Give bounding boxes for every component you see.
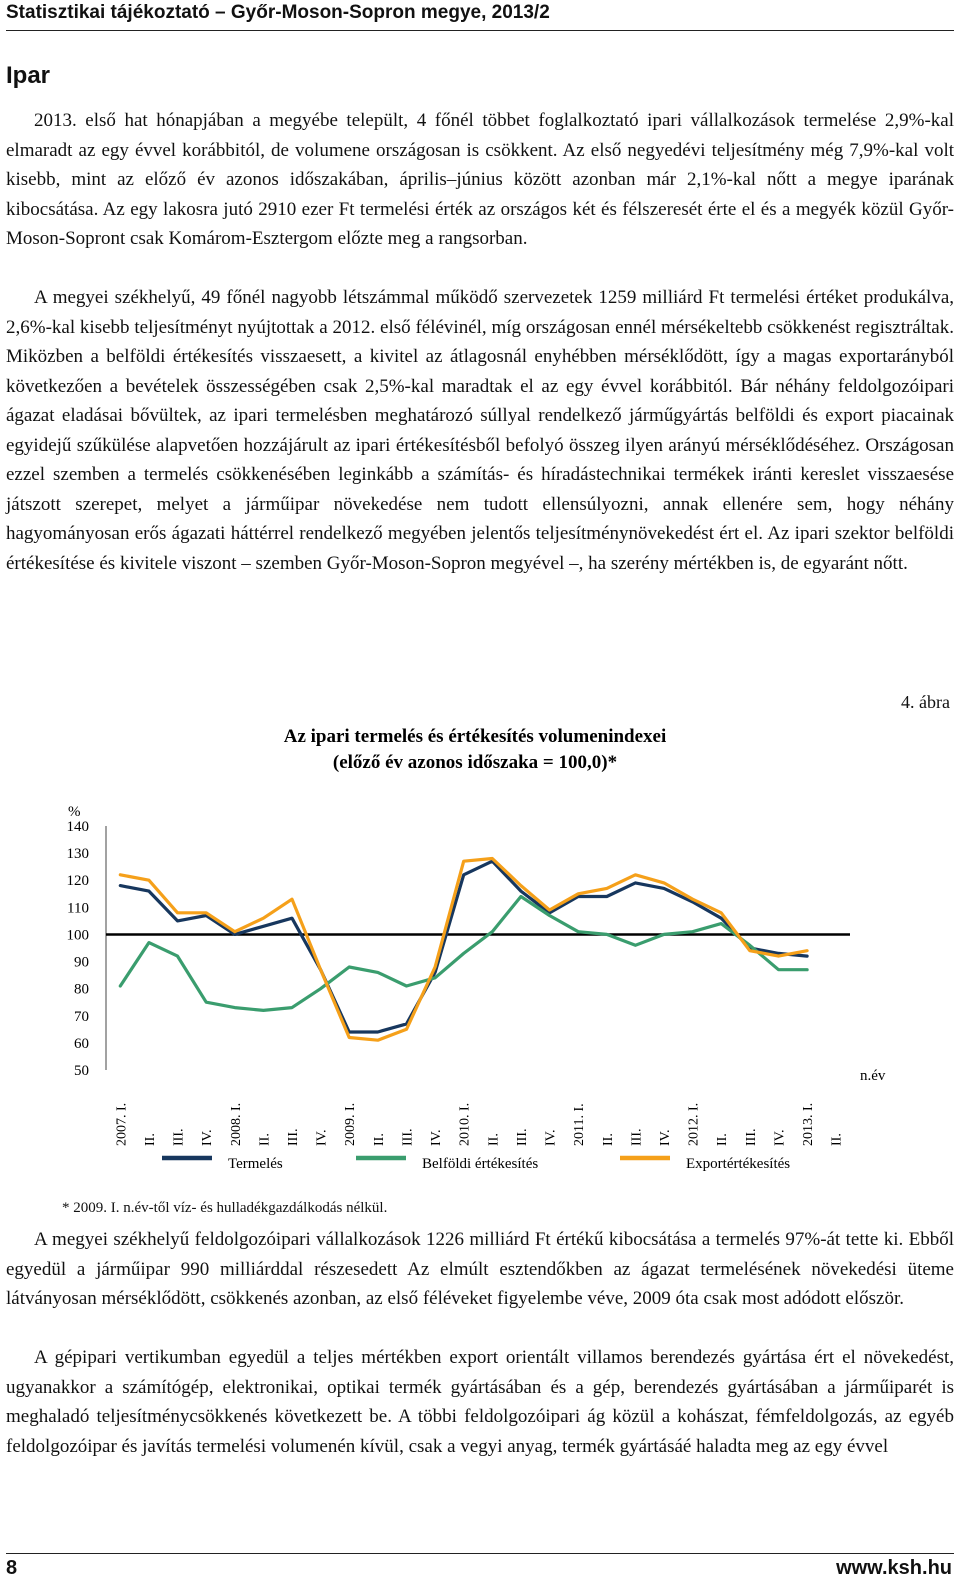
figure-footnote: * 2009. I. n.év-től víz- és hulladékgazdálkodás nélkül. bbox=[62, 1200, 388, 1216]
page-number: 8 bbox=[6, 1557, 18, 1579]
page-header bbox=[6, 0, 954, 31]
chart-legend bbox=[162, 1156, 790, 1172]
series-line bbox=[120, 859, 807, 1041]
chart-title-line1: Az ipari termelés és értékesítés volumenindexei bbox=[283, 726, 667, 747]
chart-ticks bbox=[67, 819, 845, 1146]
y-tick-label: 50 bbox=[74, 1063, 89, 1079]
x-tick-label: III. bbox=[514, 1128, 530, 1146]
footer-link[interactable]: www.ksh.hu bbox=[836, 1557, 952, 1579]
x-tick-label: 2012. I. bbox=[686, 1102, 702, 1146]
x-tick-label: IV. bbox=[200, 1129, 216, 1146]
y-axis-label: % bbox=[68, 804, 81, 820]
y-tick-label: 110 bbox=[67, 900, 89, 917]
x-tick-label: II. bbox=[371, 1133, 387, 1146]
series-line bbox=[120, 897, 807, 1011]
x-tick-label: 2008. I. bbox=[228, 1102, 244, 1146]
legend-label: Termelés bbox=[228, 1156, 283, 1172]
x-tick-label: III. bbox=[286, 1128, 301, 1146]
x-tick-label: 2009. I. bbox=[343, 1102, 359, 1146]
paragraph: A megyei székhelyű, 49 főnél nagyobb létszámmal működő szervezetek 1259 milliárd Ft termelési értéket produkálva, 2,6%-kal kisebb teljesítményt nyújtottak a 2012. első félévinél, míg országosan ennél mérsékeltebb csökkenést regisztráltak. Miközben a belföldi értékesítés visszaesett, a kivitel az átlagosnál enyhébben mérséklődött, így a magas exportarányból következően a bevételek összességében csak 2,5%-kal maradtak el az egy évvel korábbitól. Bár néhány feldolgozóipari ágazat eladásai bővültek, az ipari termelésben meghatározó súllyal rendelkező járműgyártás belföldi és export piacainak egyidejű szűkülése alapvetően hozzájárult az ipari értékesítésből befolyó összeg ilyen arányú mérséklődéséhez. Országosan ezzel szemben a termelés csökkenésében leginkább a számítás- és híradástechnikai termékek iránti kereslet visszaesése játszott szerepet, melyet a járműipar növekedése nem tudott ellensúlyozni, annak ellenére sem, hogy néhány hagyományosan erős ágazati háttérrel rendelkező megyében jelentős teljesítménynövekedést ért el. Az ipari szektor belföldi értékesítése és kivitele viszont – szemben Győr-Moson-Sopron megyével –, ha szerény mértékben is, de egyaránt nőtt. bbox=[6, 287, 954, 574]
chart-title-line2: (előző év azonos időszaka = 100,0)* bbox=[332, 752, 618, 773]
legend-label: Belföldi értékesítés bbox=[422, 1156, 539, 1172]
chart-series bbox=[120, 859, 807, 1041]
y-tick-label: 90 bbox=[74, 954, 89, 971]
x-tick-label: IV. bbox=[772, 1129, 788, 1146]
x-tick-label: III. bbox=[400, 1128, 416, 1146]
paragraph: A megyei székhelyű feldolgozóipari vállalkozások 1226 milliárd Ft értékű kibocsátása a termelés 97%-át tette ki. Ebből egyedül a járműipar 990 milliárddal részesedett Az elmúlt esztendőkben az ágazat termelésének növekedési üteme látványosan mérséklődött, csökkenés azonban, az első féléveket figyelembe véve, 2009 óta csak most adódott először. bbox=[6, 1229, 954, 1309]
x-tick-label: II. bbox=[486, 1133, 502, 1146]
x-tick-label: 2013. I. bbox=[801, 1102, 817, 1146]
y-tick-label: 60 bbox=[74, 1035, 89, 1052]
x-tick-label: III. bbox=[171, 1128, 187, 1146]
x-tick-label: II. bbox=[600, 1133, 616, 1146]
y-tick-label: 80 bbox=[74, 981, 89, 998]
y-tick-label: 120 bbox=[66, 873, 89, 890]
line-chart bbox=[0, 700, 960, 1200]
chart-axes bbox=[106, 826, 850, 1070]
y-tick-label: 70 bbox=[74, 1008, 89, 1025]
x-tick-label: III. bbox=[629, 1128, 645, 1146]
x-tick-label: II. bbox=[829, 1133, 845, 1146]
x-tick-label: II. bbox=[257, 1133, 273, 1146]
y-tick-label: 100 bbox=[66, 927, 89, 944]
x-tick-label: IV. bbox=[429, 1129, 445, 1146]
paragraph: 2013. első hat hónapjában a megyébe települt, 4 főnél többet foglalkoztató ipari vállalkozások termelése 2,9%-kal elmaradt az egy évvel korábbitól, de volumene országosan is csökkent. Az első negyedévi teljesítmény még 7,9%-kal volt kisebb, mint az előző év azonos időszakában, április–június között azonban már 2,1%-kal nőtt a megye iparának kibocsátása. Az egy lakosra jutó 2910 ezer Ft termelési érték az országos két és félszeresét érte el és a megyék közül Győr-Moson-Sopront csak Komárom-Esztergom előzte meg a rangsorban. bbox=[6, 110, 954, 249]
y-tick-label: 140 bbox=[66, 819, 89, 835]
figure-number: 4. ábra bbox=[901, 692, 950, 712]
x-tick-label: 2010. I. bbox=[457, 1102, 473, 1146]
x-tick-label: IV. bbox=[658, 1129, 673, 1146]
x-axis-label: n.év bbox=[860, 1068, 886, 1084]
header-title: Statisztikai tájékoztató – Győr-Moson-Sopron megye, 2013/2 bbox=[6, 2, 550, 23]
x-tick-label: 2007. I. bbox=[114, 1102, 130, 1146]
footer-rule bbox=[6, 1553, 954, 1554]
x-tick-label: IV. bbox=[543, 1129, 559, 1146]
x-tick-label: III. bbox=[743, 1128, 759, 1146]
y-tick-label: 130 bbox=[66, 846, 89, 863]
x-tick-label: II. bbox=[715, 1133, 731, 1146]
legend-label: Exportértékesítés bbox=[686, 1156, 791, 1172]
x-tick-label: II. bbox=[142, 1133, 158, 1146]
paragraph: A gépipari vertikumban egyedül a teljes mértékben export orientált villamos berendezés gyártása ért el növekedést, ugyanakkor a számítógép, elektronikai, optikai termék gyártásában és a gép, berendezés gyártásában a járműiparét is meghaladó teljesítménycsökkenés következett be. A többi feldolgozóipari ág közül a kohászat, fémfeldolgozás, az egyéb feldolgozóipar és javítás termelési volumenén kívül, csak a vegyi anyag, termék gyártásáé haladta meg az egy évvel bbox=[6, 1347, 954, 1457]
x-tick-label: IV. bbox=[314, 1129, 330, 1146]
section-title: Ipar bbox=[6, 62, 51, 89]
x-tick-label: 2011. I. bbox=[572, 1103, 588, 1146]
